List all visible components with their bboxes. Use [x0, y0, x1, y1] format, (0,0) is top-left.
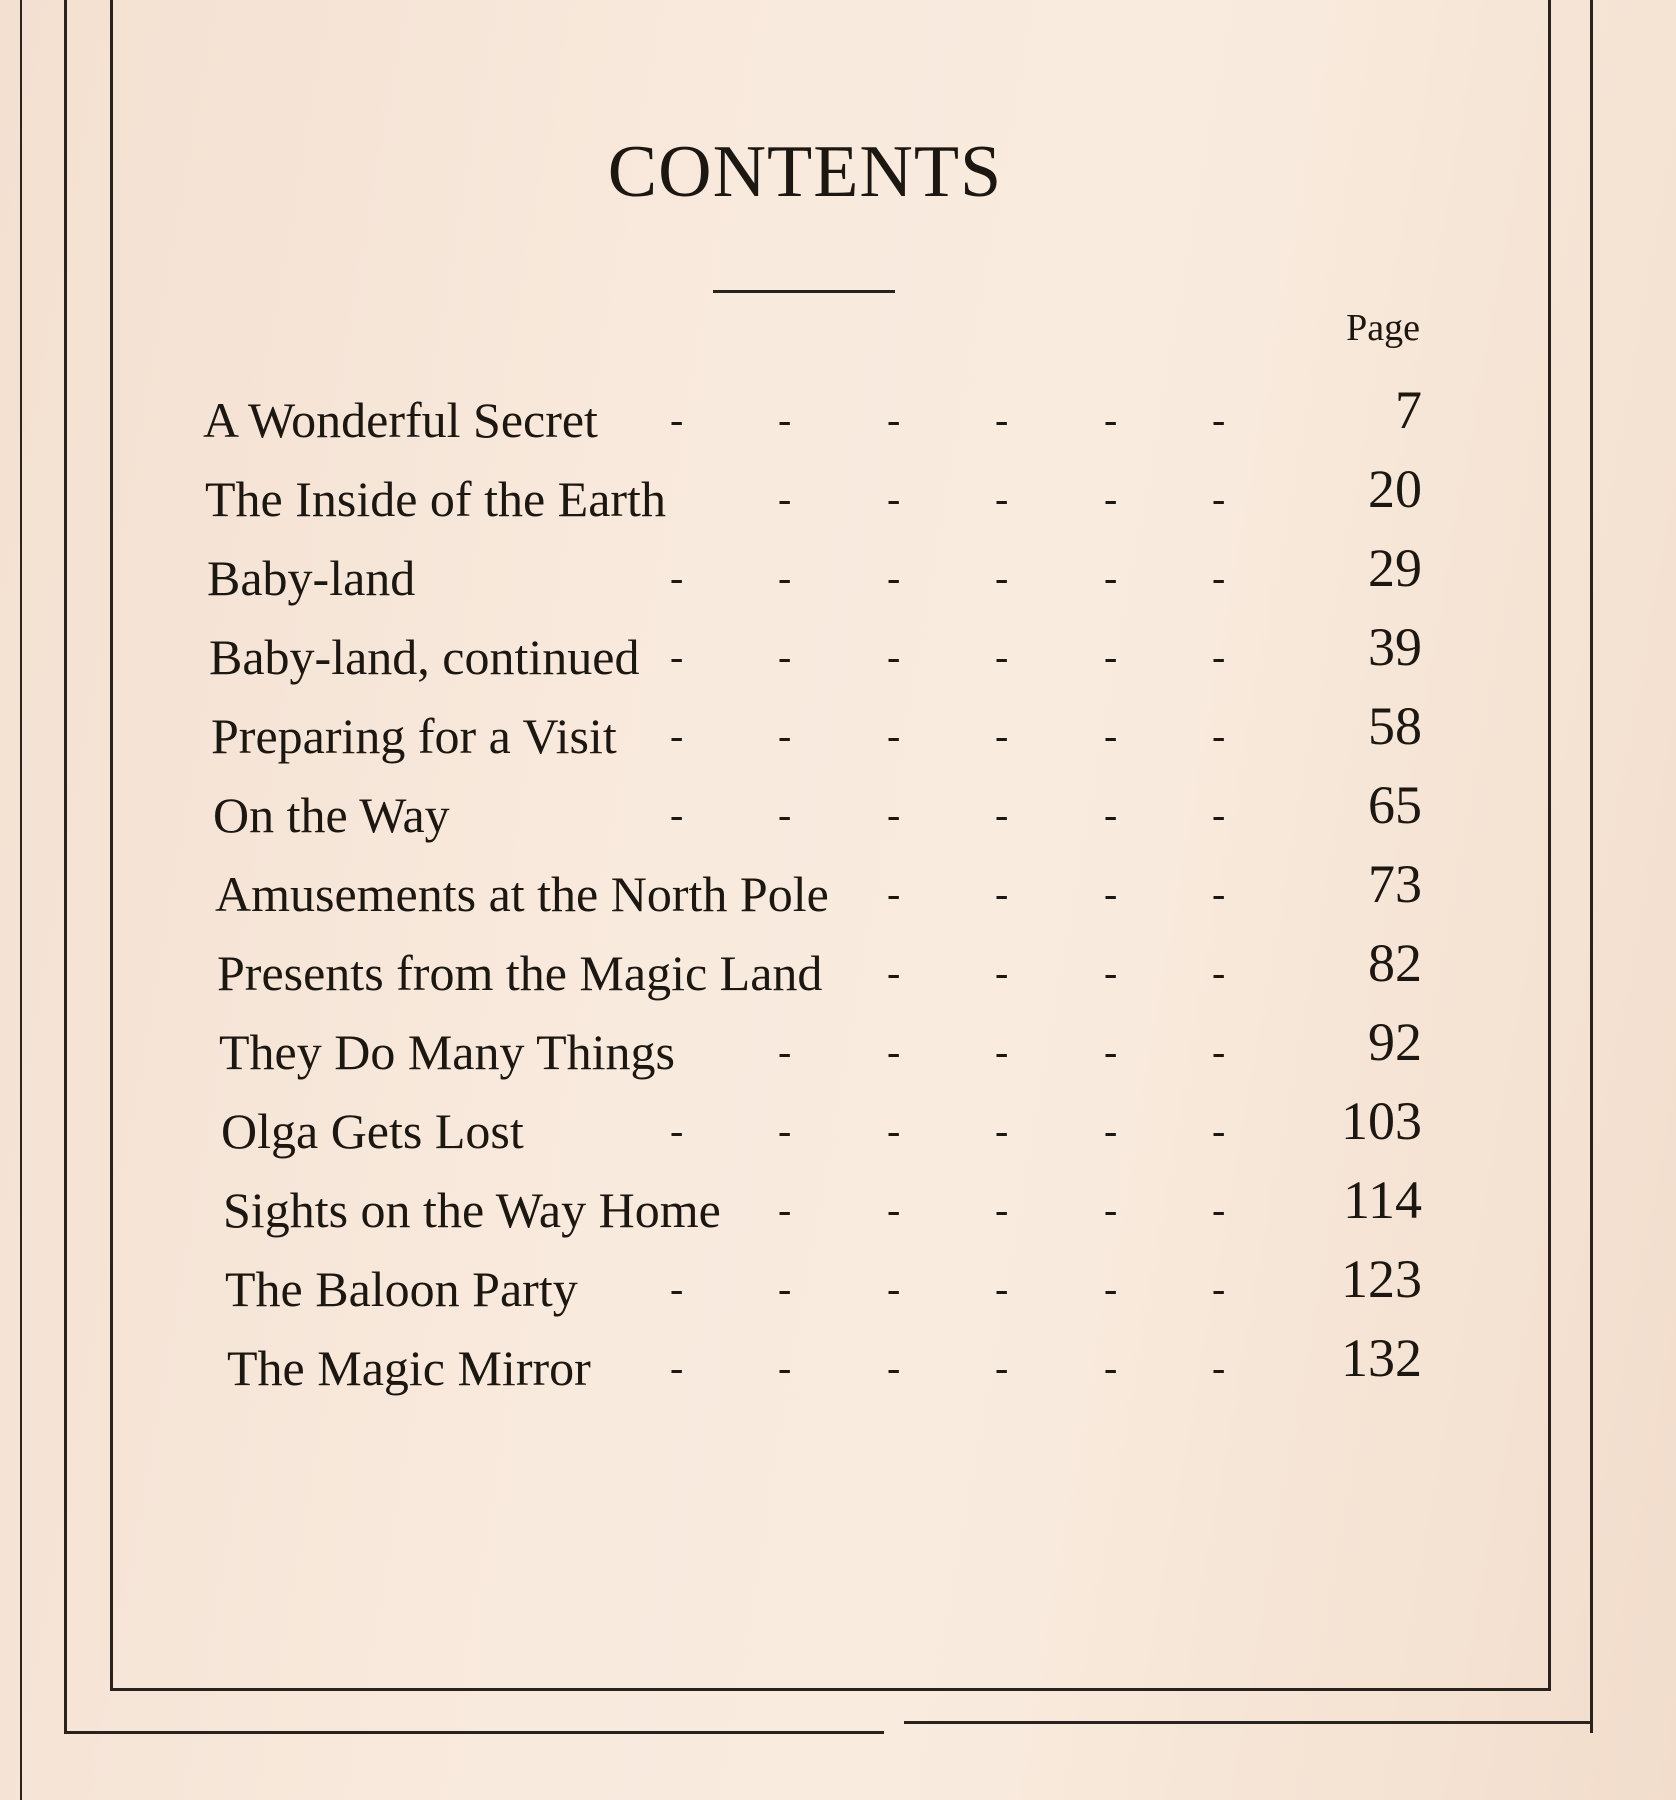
leader-dash: - — [1104, 476, 1118, 521]
leader-dash: - — [1212, 792, 1226, 837]
leader-dash: - — [1104, 555, 1118, 600]
page-column-header: Page — [1346, 307, 1420, 349]
leader-dash: - — [1104, 397, 1118, 442]
toc-entry — [219, 1017, 1230, 1087]
toc-entry-title: Amusements at the North Pole — [215, 866, 829, 922]
leader-dash: - — [1212, 555, 1226, 600]
toc-entry-title: On the Way — [213, 787, 450, 843]
toc-entry — [203, 385, 1230, 455]
leader-dash: - — [778, 1108, 792, 1153]
toc-page-number: 39 — [1368, 617, 1422, 677]
toc-page-number: 65 — [1368, 775, 1422, 835]
leader-dash: - — [1104, 1029, 1118, 1074]
toc-entry — [211, 701, 1230, 771]
leader-dash: - — [1104, 1108, 1118, 1153]
leader-dash: - — [670, 555, 684, 600]
toc-entry — [213, 780, 1230, 850]
toc-entry — [205, 464, 1230, 534]
leader-dash: - — [1212, 950, 1226, 995]
leader-dash: - — [670, 1266, 684, 1311]
toc-page-number: 82 — [1368, 933, 1422, 993]
page-title: CONTENTS — [607, 131, 1003, 213]
leader-dash: - — [995, 1029, 1009, 1074]
leader-dash: - — [887, 1345, 901, 1390]
toc-entry — [209, 622, 1230, 692]
leader-dash: - — [1104, 950, 1118, 995]
leader-dash: - — [778, 1266, 792, 1311]
toc-entry-title: A Wonderful Secret — [203, 392, 598, 448]
leader-dash: - — [1212, 713, 1226, 758]
leader-dash: - — [778, 1187, 792, 1232]
leader-dash: - — [778, 555, 792, 600]
leader-dash: - — [1212, 1266, 1226, 1311]
leader-dash: - — [1212, 634, 1226, 679]
leader-dash: - — [887, 871, 901, 916]
toc-entry — [225, 1254, 1230, 1324]
leader-dash: - — [887, 397, 901, 442]
leader-dash: - — [995, 1345, 1009, 1390]
leader-dash: - — [670, 1345, 684, 1390]
leader-dash: - — [778, 1345, 792, 1390]
leader-dash: - — [778, 1029, 792, 1074]
toc-page-number: 7 — [1395, 380, 1422, 440]
leader-dash: - — [887, 713, 901, 758]
toc-entry-title: The Inside of the Earth — [205, 471, 666, 527]
leader-dash: - — [995, 1266, 1009, 1311]
leader-dash: - — [1104, 792, 1118, 837]
leader-dash: - — [1212, 1108, 1226, 1153]
toc-page-number: 29 — [1368, 538, 1422, 598]
leader-dash: - — [995, 1187, 1009, 1232]
leader-dash: - — [887, 950, 901, 995]
leader-dash: - — [1104, 713, 1118, 758]
leader-dash: - — [995, 634, 1009, 679]
toc-entry — [227, 1333, 1230, 1403]
toc-entry-title: Preparing for a Visit — [211, 708, 617, 764]
leader-dash: - — [1212, 1187, 1226, 1232]
leader-dash: - — [887, 792, 901, 837]
leader-dash: - — [778, 634, 792, 679]
toc-entry — [217, 938, 1230, 1008]
toc-page-number: 103 — [1341, 1091, 1422, 1151]
toc-entry-title: The Baloon Party — [225, 1261, 578, 1317]
leader-dash: - — [887, 1108, 901, 1153]
toc-entry — [207, 543, 1230, 613]
toc-entry-title: Baby-land — [207, 550, 416, 606]
leader-dash: - — [995, 792, 1009, 837]
leader-dash: - — [670, 713, 684, 758]
toc-page-number: 132 — [1341, 1328, 1422, 1388]
leader-dash: - — [1212, 871, 1226, 916]
leader-dash: - — [778, 476, 792, 521]
toc-entry-title: Baby-land, continued — [209, 629, 640, 685]
leader-dash: - — [1104, 634, 1118, 679]
leader-dash: - — [887, 555, 901, 600]
leader-dash: - — [1212, 476, 1226, 521]
leader-dash: - — [1104, 871, 1118, 916]
leader-dash: - — [1212, 1345, 1226, 1390]
leader-dash: - — [1104, 1345, 1118, 1390]
toc-entry — [215, 859, 1230, 929]
toc-page-number: 92 — [1368, 1012, 1422, 1072]
leader-dash: - — [887, 634, 901, 679]
leader-dash: - — [670, 792, 684, 837]
leader-dash: - — [778, 397, 792, 442]
toc-page-number: 123 — [1341, 1249, 1422, 1309]
leader-dash: - — [995, 950, 1009, 995]
toc-page-number: 58 — [1368, 696, 1422, 756]
leader-dash: - — [995, 871, 1009, 916]
leader-dash: - — [670, 634, 684, 679]
toc-entry-title: They Do Many Things — [219, 1024, 675, 1080]
leader-dash: - — [995, 397, 1009, 442]
leader-dash: - — [995, 555, 1009, 600]
toc-entry — [221, 1096, 1230, 1166]
toc-page-number: 73 — [1368, 854, 1422, 914]
leader-dash: - — [995, 476, 1009, 521]
leader-dash: - — [887, 476, 901, 521]
leader-dash: - — [670, 1108, 684, 1153]
leader-dash: - — [1104, 1187, 1118, 1232]
toc-entry — [223, 1175, 1230, 1245]
leader-dash: - — [995, 1108, 1009, 1153]
leader-dash: - — [1104, 1266, 1118, 1311]
leader-dash: - — [887, 1266, 901, 1311]
toc-page-number: 20 — [1368, 459, 1422, 519]
leader-dash: - — [778, 792, 792, 837]
toc-entry-title: The Magic Mirror — [227, 1340, 591, 1396]
toc-entry-title: Olga Gets Lost — [221, 1103, 524, 1159]
leader-dash: - — [778, 713, 792, 758]
leader-dash: - — [887, 1029, 901, 1074]
leader-dash: - — [1212, 1029, 1226, 1074]
toc-entry-title: Presents from the Magic Land — [217, 945, 823, 1001]
leader-dash: - — [1212, 397, 1226, 442]
leader-dash: - — [887, 1187, 901, 1232]
leader-dash: - — [670, 397, 684, 442]
toc-entry-title: Sights on the Way Home — [223, 1182, 721, 1238]
leader-dash: - — [995, 713, 1009, 758]
toc-page-number: 114 — [1343, 1170, 1422, 1230]
